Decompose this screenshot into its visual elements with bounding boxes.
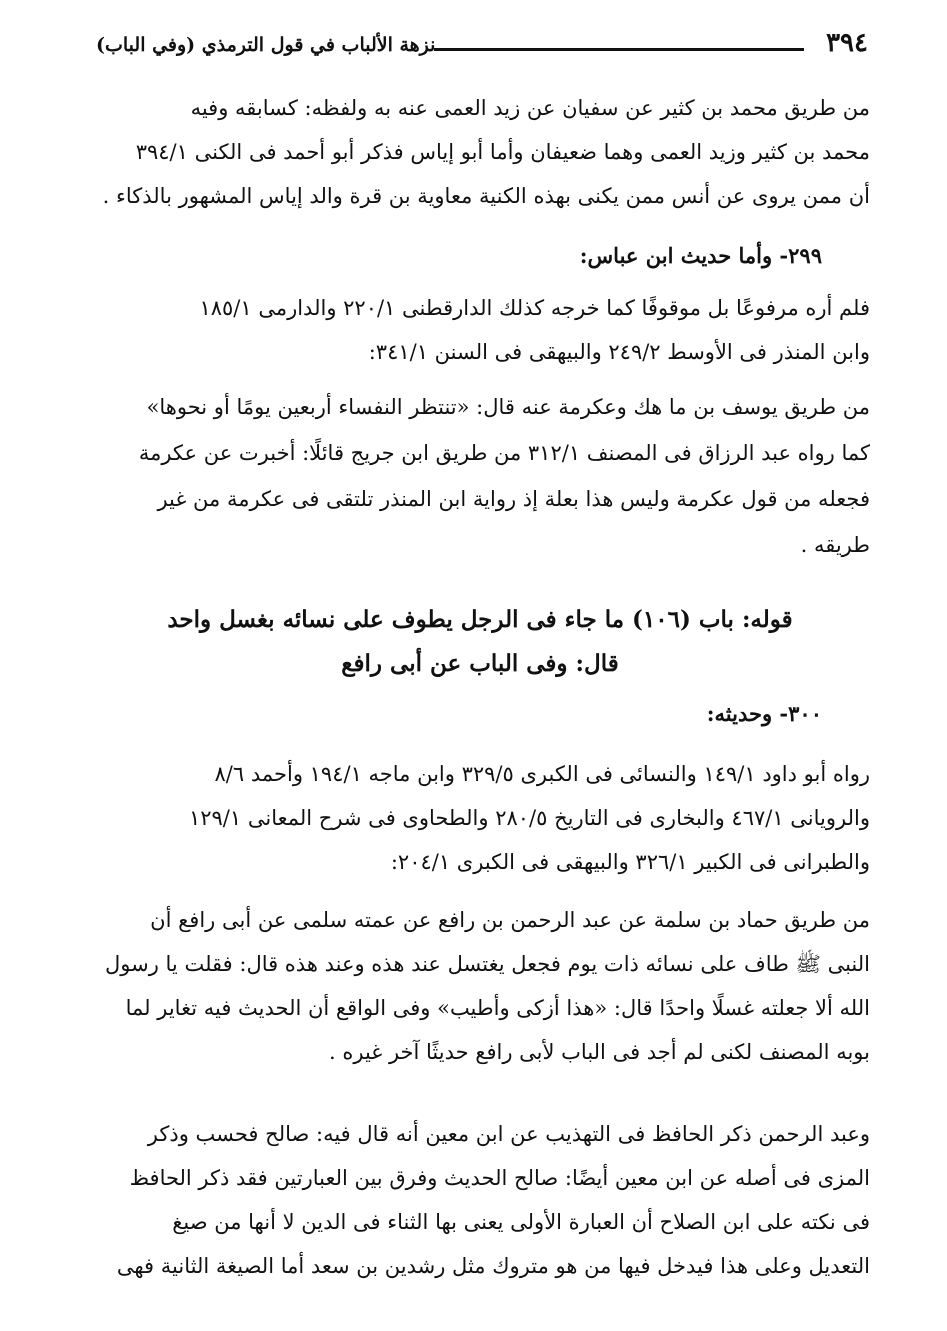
text-line: بوبه المصنف لكنى لم أجد فى الباب لأبى رافع حديثًا آخر غيره . [329, 1040, 870, 1064]
paragraph-abd-al-rahman [90, 1112, 870, 1288]
chapter-heading [90, 598, 870, 686]
paragraph-continuation [90, 86, 870, 218]
paragraph-ibn-abbas-sources [90, 286, 870, 374]
text-line: محمد بن كثير وزيد العمى وهما ضعيفان وأما أبو إياس فذكر أبو أحمد فى الكنى ٣٩٤/١ [135, 140, 870, 164]
text-line: فى نكته على ابن الصلاح أن العبارة الأولى يعنى بها الثناء فى الدين لا أنها من صيغ [172, 1210, 870, 1234]
text-line: المزى فى أصله عن ابن معين أيضًا: صالح الحديث وفرق بين العبارتين فقد ذكر الحافظ [129, 1166, 870, 1190]
text-line: فلم أره مرفوعًا بل موقوفًا كما خرجه كذلك الدارقطنى ٢٢٠/١ والدارمى ١٨٥/١ [199, 296, 870, 320]
text-line: طريقه . [800, 533, 870, 557]
page-number: ٣٩٤ [826, 28, 868, 58]
text-line: وعبد الرحمن ذكر الحافظ فى التهذيب عن ابن معين أنه قال فيه: صالح فحسب وذكر [147, 1122, 870, 1146]
text-line: والطبرانى فى الكبير ٣٢٦/١ والبيهقى فى الكبرى ٢٠٤/١: [390, 850, 870, 874]
text-line: الله ألا جعلته غسلًا واحدًا قال: «هذا أزكى وأطيب» وفى الواقع أن الحديث فيه تغاير لما [125, 996, 870, 1020]
text-line: رواه أبو داود ١٤٩/١ والنسائى فى الكبرى ٣٢٩/٥ وابن ماجه ١٩٤/١ وأحمد ٨/٦ [214, 762, 870, 786]
text-line: فجعله من قول عكرمة وليس هذا بعلة إذ رواية ابن المنذر تلتقى فى عكرمة من غير [157, 487, 870, 511]
running-title: نزهة الألباب في قول الترمذي (وفي الباب) [96, 34, 436, 56]
text-line: والرويانى ٤٦٧/١ والبخارى فى التاريخ ٢٨٠/٥ والطحاوى فى شرح المعانى ١٢٩/١ [188, 806, 870, 830]
paragraph-ibn-abbas-chain [90, 384, 870, 568]
paragraph-abu-rafi-chain [90, 898, 870, 1074]
running-header [96, 24, 868, 68]
text-line: التعديل وعلى هذا فيدخل فيها من هو متروك مثل رشدين بن سعد أما الصيغة الثانية فهى [116, 1254, 870, 1278]
text-line: من طريق حماد بن سلمة عن عبد الرحمن بن رافع عن عمته سلمى عن أبى رافع أن [150, 908, 870, 932]
chapter-title: قوله: باب (١٠٦) ما جاء فى الرجل يطوف على نسائه بغسل واحد [167, 606, 793, 633]
hadith-heading-300: ٣٠٠- وحديثه: [706, 701, 822, 726]
chapter-subtitle: قال: وفى الباب عن أبى رافع [341, 650, 619, 677]
paragraph-abu-rafi-sources [90, 752, 870, 884]
hadith-heading-299: ٢٩٩- وأما حديث ابن عباس: [579, 243, 822, 268]
text-line: أن ممن يروى عن أنس ممن يكنى بهذه الكنية معاوية بن قرة والد إياس المشهور بالذكاء . [102, 184, 870, 208]
text-line: كما رواه عبد الرزاق فى المصنف ٣١٢/١ من طريق ابن جريج قائلًا: أخبرت عن عكرمة [138, 441, 870, 465]
text-line: النبى ﷺ طاف على نسائه ذات يوم فجعل يغتسل عند هذه وعند هذه قال: فقلت يا رسول [105, 952, 870, 976]
text-line: من طريق يوسف بن ما هك وعكرمة عنه قال: «تنتظر النفساء أربعين يومًا أو نحوها» [146, 395, 870, 419]
text-line: وابن المنذر فى الأوسط ٢٤٩/٢ والبيهقى فى السنن ٣٤١/١: [368, 340, 870, 364]
header-rule [434, 48, 804, 51]
text-line: من طريق محمد بن كثير عن سفيان عن زيد العمى عنه به ولفظه: كسابقه وفيه [190, 96, 870, 120]
